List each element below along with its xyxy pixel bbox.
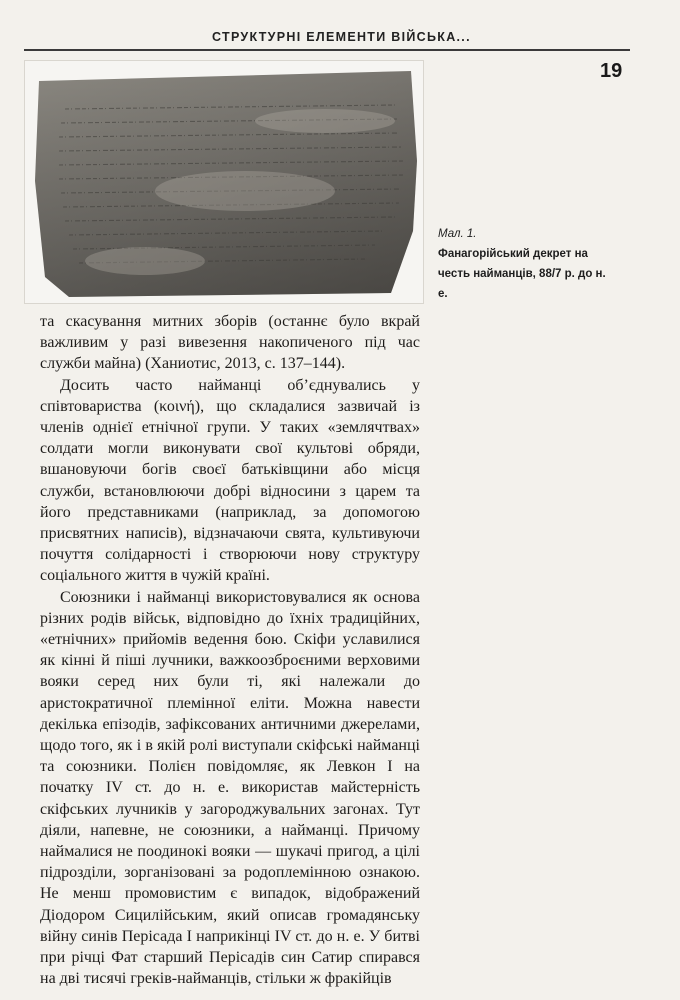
figure-caption: [438, 224, 658, 304]
caption-text: Фанагорійський декрет на честь найманців, 88/7 р. до н. е.: [438, 248, 606, 300]
stone-stele-image: [25, 61, 423, 303]
body-text: [40, 311, 420, 990]
paragraph: Союзники і найманці використовувалися як основа різних родів військ, відповідно до їхніх традиційних, «етнічних» прийомів ведення бою. Скіфи уславилися як кінні й піші лучники, важкоозброєними верховими вояки серед них були ті, які належали до аристократичної племінної еліти. Можна навести декілька епізодів, зафіксованих античними джерелами, щодо того, як і в якій ролі виступали скіфські найманці та союзники. Полієн повідомляє, як Левкон I на початку IV ст. до н. е. використав майстерність скіфських лучників у загороджувальних загонах. Тут діяли, напевне, не союзники, а найманці. Причому наймалися не поодинокі вояки — шукачі пригод, а цілі підрозділи, зорганізовані за родоплемінною ознакою. Не менш промовистим є випадок, відображений Діодором Сицилійським, який описав громадянську війну синів Перісада I наприкінці IV ст. до н. е. У битві при річці Фат старший Перісадів син Сатир спирався на дві тисячі греків-найманців, стільки ж фракійців: [40, 588, 420, 988]
page-number: 19: [600, 60, 623, 82]
paragraph: Досить часто найманці об’єднувались у співтовариства (κοινή), що складалися зазвичай із членів однієї етнічної групи. У таких «землячтвах» солдати могли виконувати свої культові обряди, вшановуючи богів своєї батьківщини або місця служби, встановлюючи добрі відносини з царем та його представниками (наприклад, за допомогою присвятних написів), відзначаючи свята, культивуючи почуття солідарності і створюючи нову структуру соціального життя в чужій країні.: [40, 376, 420, 585]
running-head: СТРУКТУРНІ ЕЛЕМЕНТИ ВІЙСЬКА...: [212, 30, 471, 44]
paragraph: та скасування митних зборів (останнє було вкрай важливим у разі вивезення накопиченого під час служби майна) (Ханиотис, 2013, с. 137–144).: [40, 313, 420, 373]
header-rule: [24, 49, 630, 51]
inscription-photo: [24, 60, 424, 304]
caption-label: Мал. 1.: [438, 228, 477, 240]
